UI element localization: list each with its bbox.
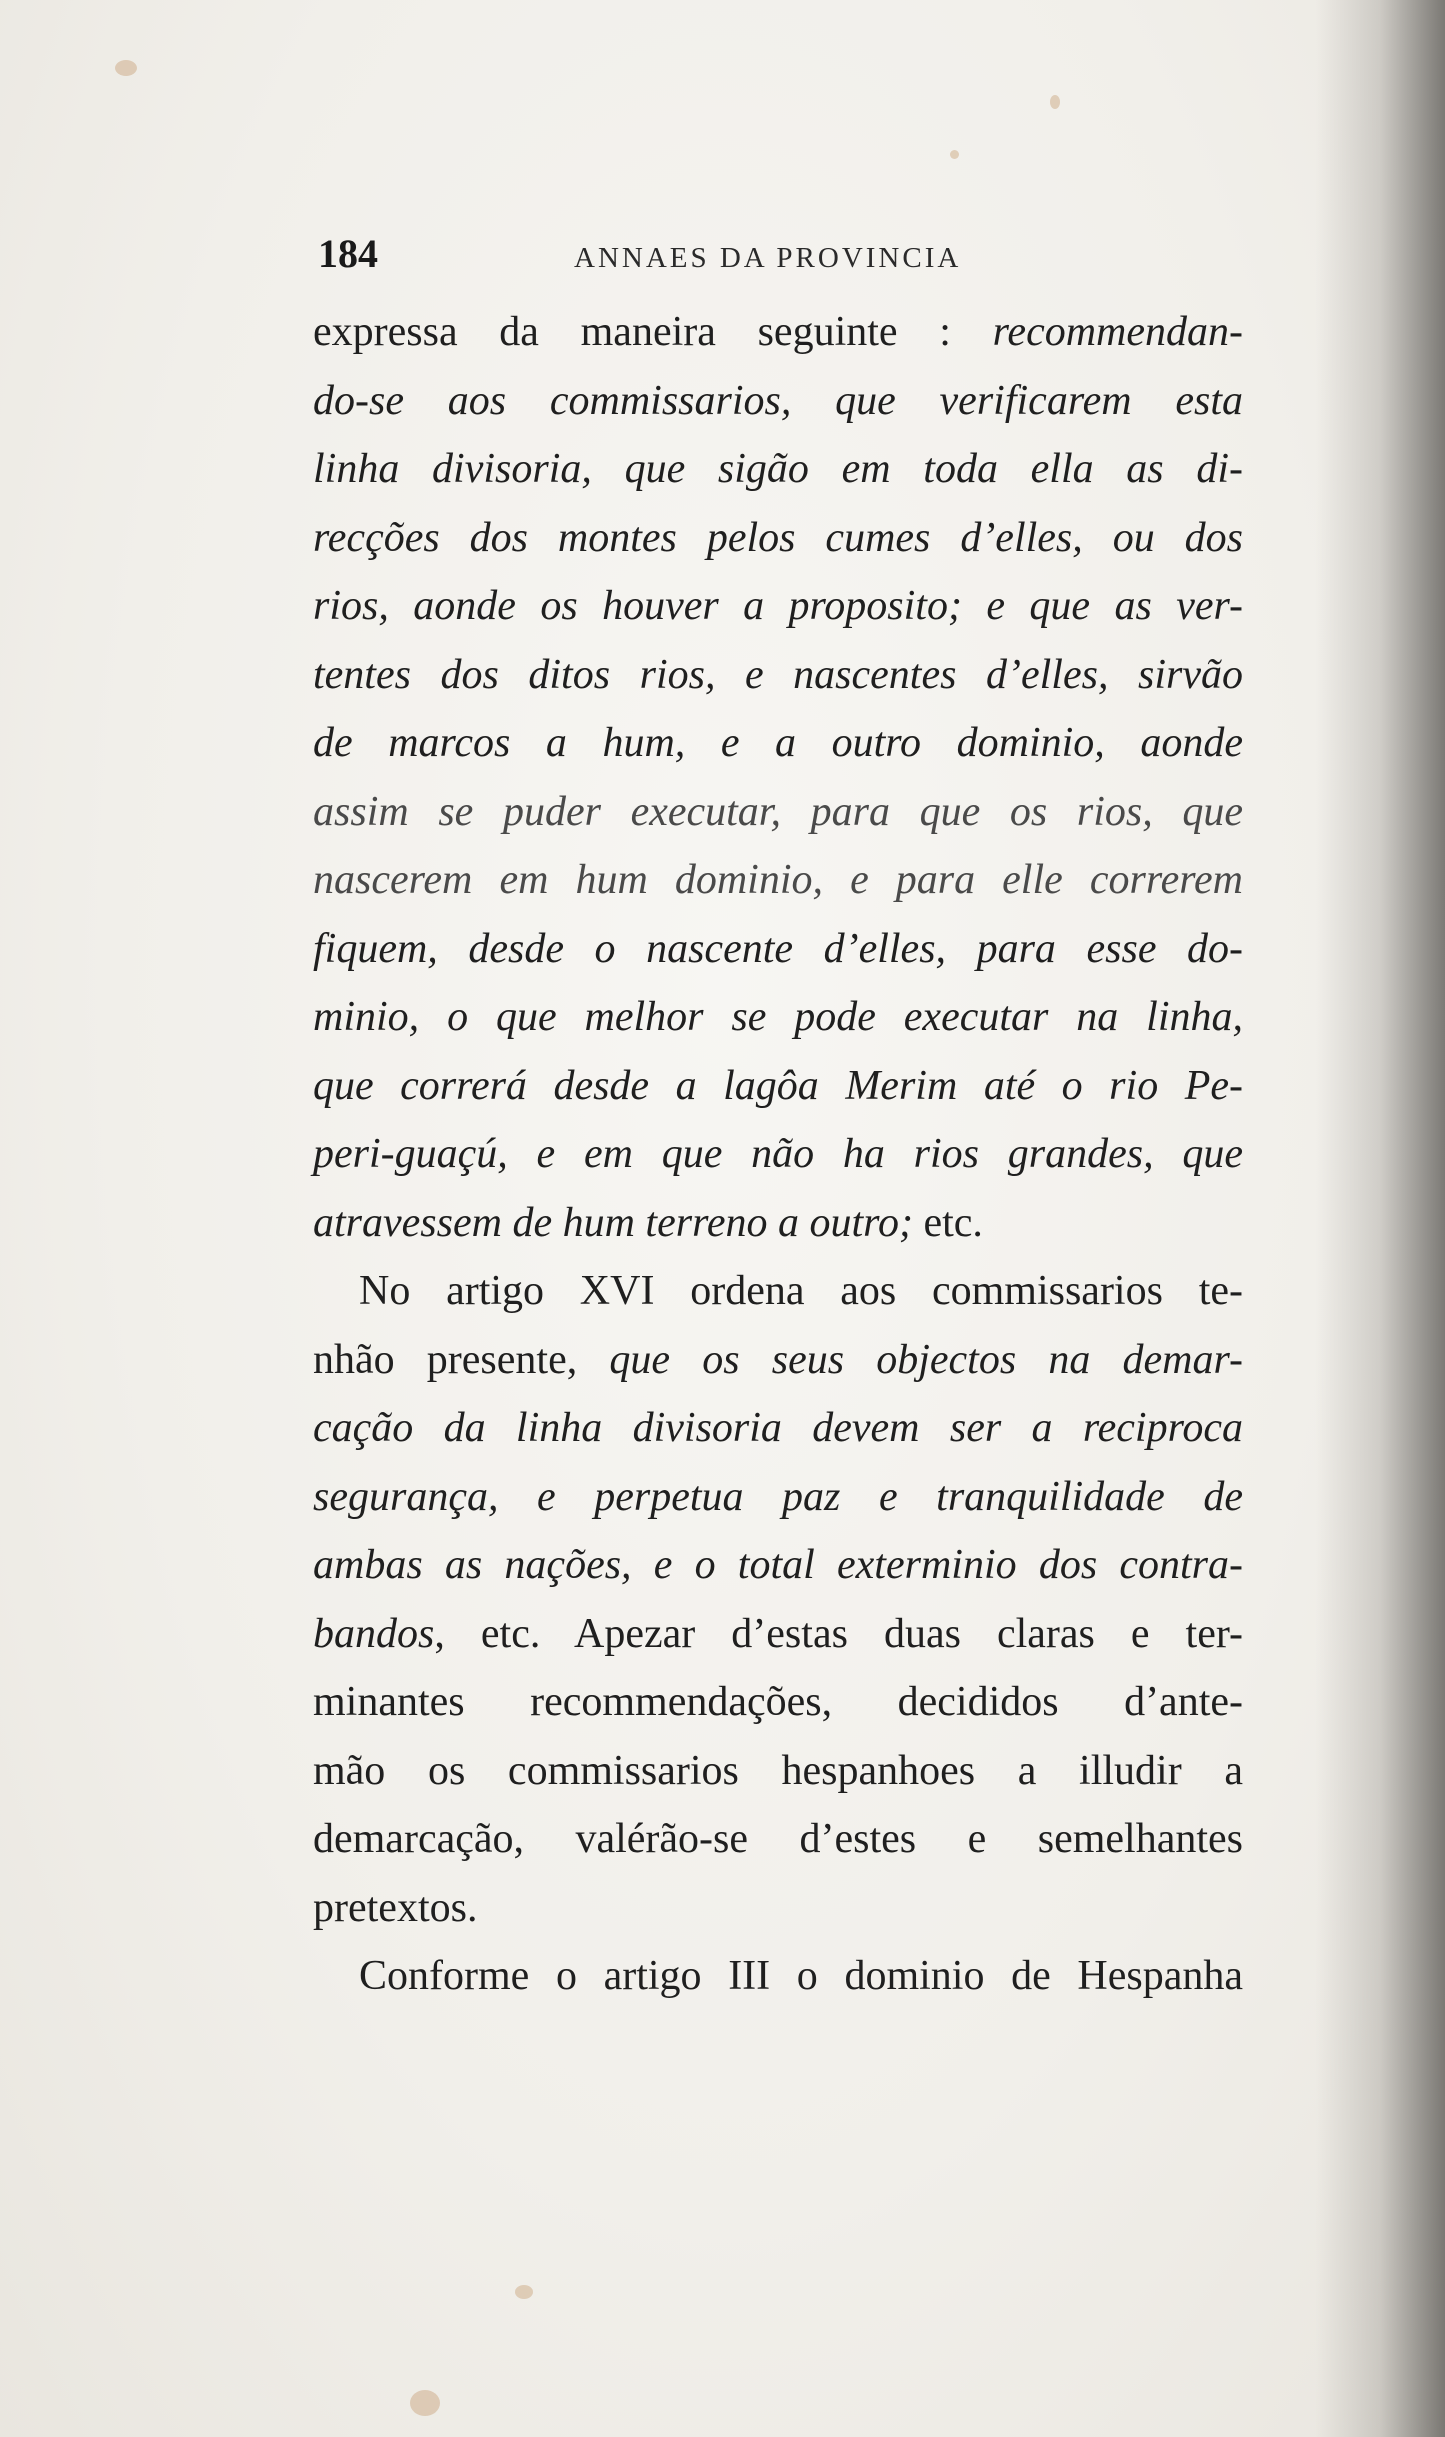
text-line: No artigo XVI ordena aos commissarios te-: [359, 1268, 1243, 1314]
foxing-spot: [410, 2390, 440, 2416]
text-line: do-se aos commissarios, que verificarem esta: [313, 377, 1243, 424]
text-line: Conforme o artigo III o dominio de Hespanha: [359, 1953, 1243, 1999]
text-line: fiquem, desde o nascente d’elles, para esse do-: [313, 925, 1243, 972]
page-number: 184: [318, 231, 378, 276]
text-line: bandos, etc. Apezar d’estas duas claras e ter-: [313, 1610, 1243, 1657]
text-line: tentes dos ditos rios, e nascentes d’elles, sirvão: [313, 651, 1243, 698]
text-line: atravessem de hum terreno a outro; etc.: [313, 1199, 983, 1246]
text-line: pretextos.: [313, 1884, 478, 1931]
text-line: minio, o que melhor se pode executar na linha,: [313, 994, 1243, 1040]
foxing-spot: [1050, 95, 1060, 109]
text-line: recções dos montes pelos cumes d’elles, ou dos: [313, 514, 1243, 561]
body-text: [313, 298, 1243, 2011]
text-line: assim se puder executar, para que os rios, que: [313, 788, 1243, 835]
foxing-spot: [115, 60, 137, 76]
text-line: de marcos a hum, e a outro dominio, aonde: [313, 720, 1243, 766]
text-line: demarcação, valérão-se d’estes e semelhantes: [313, 1816, 1243, 1862]
text-line: ambas as nações, e o total exterminio dos contra-: [313, 1542, 1243, 1588]
text-line: nascerem em hum dominio, e para elle correrem: [313, 857, 1243, 903]
spine-shadow: [1315, 0, 1445, 2437]
text-line: que correrá desde a lagôa Merim até o rio Pe-: [313, 1062, 1243, 1109]
foxing-spot: [950, 150, 959, 159]
text-line: peri-guaçú, e em que não ha rios grandes, que: [313, 1131, 1243, 1177]
foxing-spot: [515, 2285, 533, 2299]
text-line: minantes recommendações, decididos d’ante-: [313, 1679, 1243, 1725]
text-line: segurança, e perpetua paz e tranquilidade de: [313, 1473, 1243, 1520]
running-head: ANNAES DA PROVINCIA: [574, 242, 962, 274]
page-header: [318, 230, 1248, 290]
text-line: mão os commissarios hespanhoes a illudir a: [313, 1747, 1243, 1794]
text-line: nhão presente, que os seus objectos na demar-: [313, 1336, 1243, 1383]
text-line: cação da linha divisoria devem ser a reciproca: [313, 1405, 1243, 1451]
text-line: expressa da maneira seguinte : recommendan-: [313, 309, 1243, 355]
text-line: rios, aonde os houver a proposito; e que as ver-: [313, 583, 1243, 629]
text-line: linha divisoria, que sigão em toda ella as di-: [313, 446, 1243, 492]
